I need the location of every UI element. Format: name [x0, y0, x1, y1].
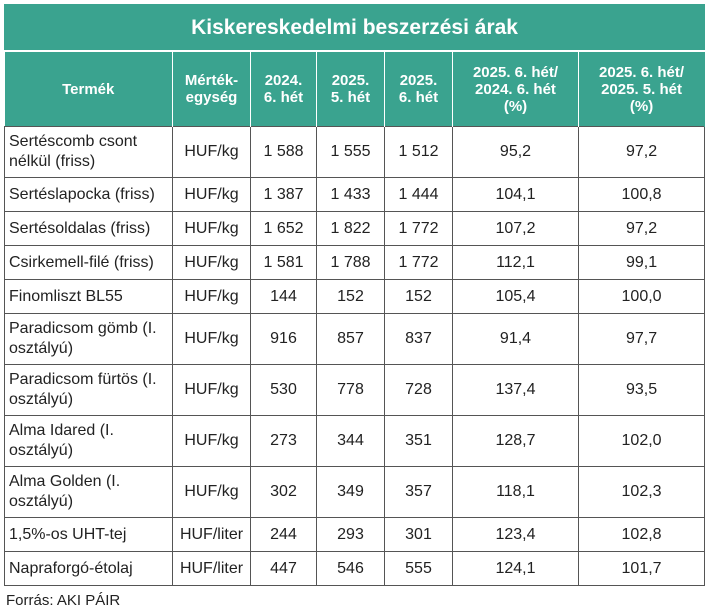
cell-price-2025-week5: 349 — [317, 467, 385, 518]
cell-price-2024-week6: 447 — [251, 552, 317, 586]
cell-price-2024-week6: 244 — [251, 518, 317, 552]
cell-product-name: Sertéslapocka (friss) — [5, 178, 173, 212]
table-row — [5, 178, 705, 212]
cell-price-2025-week6: 1 772 — [385, 246, 453, 280]
table-row — [5, 127, 705, 178]
column-header-pct-yoy: 2025. 6. hét/ 2024. 6. hét (%) — [453, 51, 579, 127]
cell-price-2025-week6: 351 — [385, 416, 453, 467]
cell-price-2024-week6: 530 — [251, 365, 317, 416]
cell-unit: HUF/kg — [173, 416, 251, 467]
price-table-container — [4, 4, 704, 609]
table-row — [5, 552, 705, 586]
cell-pct-wow: 102,8 — [579, 518, 705, 552]
cell-unit: HUF/kg — [173, 127, 251, 178]
cell-pct-wow: 93,5 — [579, 365, 705, 416]
cell-pct-yoy: 128,7 — [453, 416, 579, 467]
cell-price-2024-week6: 273 — [251, 416, 317, 467]
table-title: Kiskereskedelmi beszerzési árak — [5, 5, 705, 52]
cell-pct-wow: 97,2 — [579, 127, 705, 178]
cell-price-2025-week6: 837 — [385, 314, 453, 365]
table-row — [5, 467, 705, 518]
cell-pct-yoy: 123,4 — [453, 518, 579, 552]
cell-price-2025-week5: 857 — [317, 314, 385, 365]
cell-pct-yoy: 137,4 — [453, 365, 579, 416]
cell-price-2024-week6: 1 652 — [251, 212, 317, 246]
cell-unit: HUF/kg — [173, 467, 251, 518]
cell-unit: HUF/liter — [173, 552, 251, 586]
cell-product-name: Napraforgó-étolaj — [5, 552, 173, 586]
cell-unit: HUF/kg — [173, 314, 251, 365]
cell-price-2024-week6: 916 — [251, 314, 317, 365]
cell-pct-yoy: 112,1 — [453, 246, 579, 280]
cell-product-name: 1,5%-os UHT-tej — [5, 518, 173, 552]
table-row — [5, 246, 705, 280]
cell-price-2024-week6: 1 588 — [251, 127, 317, 178]
table-row — [5, 518, 705, 552]
cell-pct-yoy: 91,4 — [453, 314, 579, 365]
table-row — [5, 365, 705, 416]
cell-price-2025-week6: 728 — [385, 365, 453, 416]
cell-price-2025-week5: 1 822 — [317, 212, 385, 246]
table-body — [5, 127, 705, 586]
cell-product-name: Sertéscomb csont nélkül (friss) — [5, 127, 173, 178]
cell-price-2025-week6: 1 444 — [385, 178, 453, 212]
cell-pct-wow: 97,2 — [579, 212, 705, 246]
cell-unit: HUF/kg — [173, 178, 251, 212]
cell-pct-yoy: 105,4 — [453, 280, 579, 314]
cell-price-2025-week6: 1 772 — [385, 212, 453, 246]
cell-price-2025-week5: 1 555 — [317, 127, 385, 178]
cell-price-2025-week5: 1 433 — [317, 178, 385, 212]
cell-pct-yoy: 95,2 — [453, 127, 579, 178]
cell-unit: HUF/kg — [173, 212, 251, 246]
cell-pct-wow: 102,0 — [579, 416, 705, 467]
table-row — [5, 212, 705, 246]
cell-unit: HUF/kg — [173, 365, 251, 416]
column-header-unit: Mérték- egység — [173, 51, 251, 127]
column-header-2025-week6: 2025. 6. hét — [385, 51, 453, 127]
column-header-2024-week6: 2024. 6. hét — [251, 51, 317, 127]
cell-price-2025-week5: 778 — [317, 365, 385, 416]
table-row — [5, 314, 705, 365]
cell-pct-wow: 100,0 — [579, 280, 705, 314]
cell-unit: HUF/kg — [173, 246, 251, 280]
cell-pct-wow: 101,7 — [579, 552, 705, 586]
cell-price-2025-week5: 344 — [317, 416, 385, 467]
cell-product-name: Paradicsom fürtös (I. osztályú) — [5, 365, 173, 416]
cell-price-2025-week6: 357 — [385, 467, 453, 518]
cell-pct-wow: 97,7 — [579, 314, 705, 365]
cell-product-name: Sertésoldalas (friss) — [5, 212, 173, 246]
cell-pct-wow: 102,3 — [579, 467, 705, 518]
cell-price-2025-week6: 1 512 — [385, 127, 453, 178]
cell-price-2024-week6: 144 — [251, 280, 317, 314]
cell-pct-wow: 99,1 — [579, 246, 705, 280]
cell-unit: HUF/liter — [173, 518, 251, 552]
cell-price-2025-week5: 293 — [317, 518, 385, 552]
cell-price-2025-week5: 546 — [317, 552, 385, 586]
cell-product-name: Alma Golden (I. osztályú) — [5, 467, 173, 518]
table-row — [5, 280, 705, 314]
column-header-2025-week5: 2025. 5. hét — [317, 51, 385, 127]
cell-pct-yoy: 118,1 — [453, 467, 579, 518]
column-header-product: Termék — [5, 51, 173, 127]
cell-price-2025-week6: 301 — [385, 518, 453, 552]
cell-product-name: Csirkemell-filé (friss) — [5, 246, 173, 280]
cell-pct-yoy: 107,2 — [453, 212, 579, 246]
cell-product-name: Paradicsom gömb (I. osztályú) — [5, 314, 173, 365]
cell-pct-wow: 100,8 — [579, 178, 705, 212]
cell-product-name: Alma Idared (I. osztályú) — [5, 416, 173, 467]
cell-price-2024-week6: 1 581 — [251, 246, 317, 280]
cell-price-2025-week5: 152 — [317, 280, 385, 314]
cell-unit: HUF/kg — [173, 280, 251, 314]
table-row — [5, 416, 705, 467]
cell-price-2025-week5: 1 788 — [317, 246, 385, 280]
column-header-pct-wow: 2025. 6. hét/ 2025. 5. hét (%) — [579, 51, 705, 127]
cell-price-2025-week6: 152 — [385, 280, 453, 314]
column-header-row — [5, 51, 705, 127]
cell-pct-yoy: 124,1 — [453, 552, 579, 586]
price-table — [4, 4, 705, 586]
cell-price-2025-week6: 555 — [385, 552, 453, 586]
cell-price-2024-week6: 1 387 — [251, 178, 317, 212]
cell-product-name: Finomliszt BL55 — [5, 280, 173, 314]
source-note: Forrás: AKI PÁIR — [6, 592, 121, 609]
cell-pct-yoy: 104,1 — [453, 178, 579, 212]
cell-price-2024-week6: 302 — [251, 467, 317, 518]
